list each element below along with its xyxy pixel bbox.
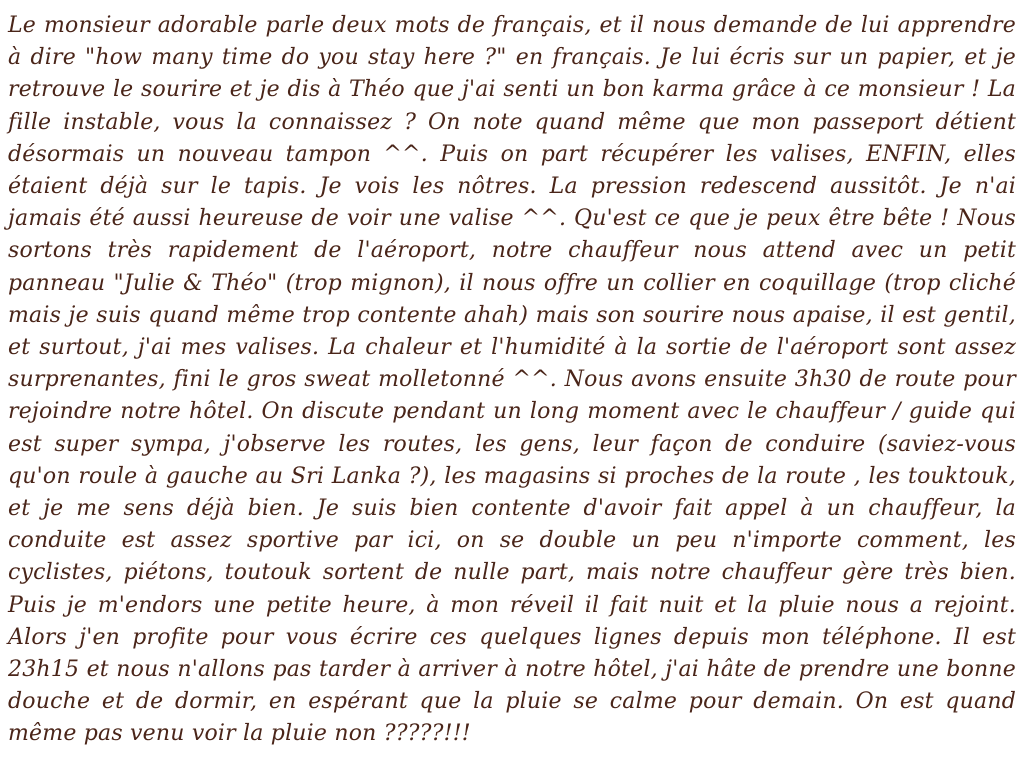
body-paragraph: Le monsieur adorable parle deux mots de français, et il nous demande de lui apprendre à dire "how many time do you stay here ?" en français. Je lui écris sur un papier, et je retrouve le sourire et je dis à Théo que j'ai senti un bon karma grâce à ce monsieur ! La fille instable, vous la connaissez ? On note quand même que mon passeport détient désormais un nouveau tampon ^^. Puis on part récupérer les valises, ENFIN, elles étaient déjà sur le tapis. Je vois les nôtres. La pression redescend aussitôt. Je n'ai jamais été aussi heureuse de voir une valise ^^. Qu'est ce que je peux être bête ! Nous sortons très rapidement de l'aéroport, notre chauffeur nous attend avec un petit panneau "Julie & Théo" (trop mignon), il nous offre un collier en coquillage (trop cliché mais je suis quand même trop contente ahah) mais son sourire nous apaise, il est gentil, et surtout, j'ai mes valises. La chaleur et l'humidité à la sortie de l'aéroport sont assez surprenantes, fini le gros sweat molletonné ^^. Nous avons ensuite 3h30 de route pour rejoindre notre hôtel. On discute pendant un long moment avec le chauffeur / guide qui est super sympa, j'observe les routes, les gens, leur façon de conduire (saviez-vous qu'on roule à gauche au Sri Lanka ?), les magasins si proches de la route , les touktouk, et je me sens déjà bien. Je suis bien contente d'avoir fait appel à un chauffeur, la conduite est assez sportive par ici, on se double un peu n'importe comment, les cyclistes, piétons, toutouk sortent de nulle part, mais notre chauffeur gère très bien. Puis je m'endors une petite heure, à mon réveil il fait nuit et la pluie nous a rejoint. Alors j'en profite pour vous écrire ces quelques lignes depuis mon téléphone. Il est 23h15 et nous n'allons pas tarder à arriver à notre hôtel, j'ai hâte de prendre une bonne douche et de dormir, en espérant que la pluie se calme pour demain. On est quand même pas venu voir la pluie non ?????!!! (8, 13, 1016, 747)
